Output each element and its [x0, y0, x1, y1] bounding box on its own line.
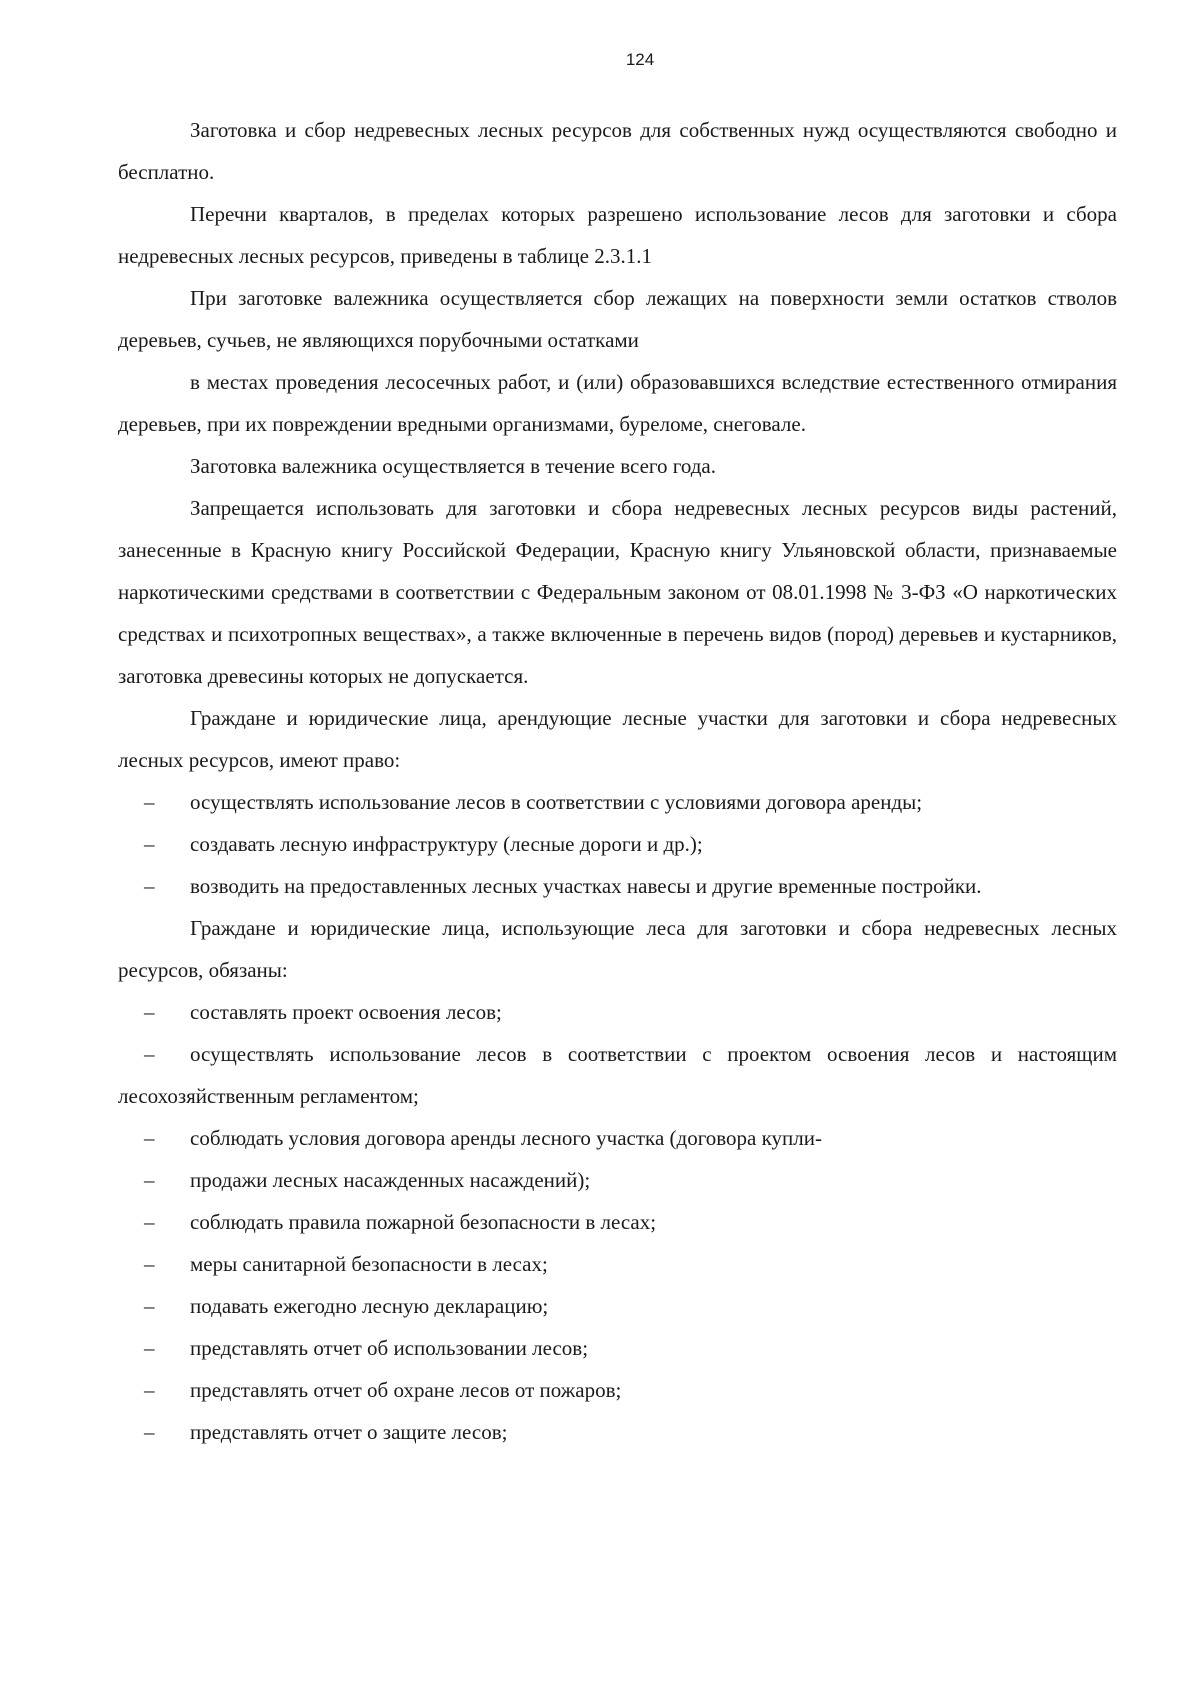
list-item-text: представлять отчет об использовании лесов;	[190, 1336, 589, 1360]
list-item-text: подавать ежегодно лесную декларацию;	[190, 1294, 549, 1318]
page-number: 124	[625, 50, 655, 69]
list-item-text: соблюдать правила пожарной безопасности в лесах;	[190, 1210, 657, 1234]
paragraph-deadwood-locations: в местах проведения лесосечных работ, и (или) образовавшихся вследствие естественного отмирания деревьев, при их повреждении вредными организмами, буреломе, снеговале.	[118, 370, 1117, 436]
list-item	[118, 781, 1117, 823]
list-item-text: представлять отчет об охране лесов от пожаров;	[190, 1378, 622, 1402]
list-item	[118, 1411, 1117, 1453]
duties-list	[118, 991, 1117, 1453]
paragraph-user-duties: Граждане и юридические лица, использующие леса для заготовки и сбора недревесных лесных ресурсов, обязаны:	[118, 916, 1117, 982]
list-bullet: –	[144, 1126, 155, 1150]
document-body	[118, 109, 1117, 1453]
list-item	[118, 1243, 1117, 1285]
list-bullet: –	[144, 1168, 155, 1192]
list-item-text: представлять отчет о защите лесов;	[190, 1420, 508, 1444]
list-item-text: меры санитарной безопасности в лесах;	[190, 1252, 548, 1276]
list-item	[118, 1369, 1117, 1411]
list-item	[118, 1159, 1117, 1201]
paragraph-quarter-lists: Перечни кварталов, в пределах которых разрешено использование лесов для заготовки и сбора недревесных лесных ресурсов, приведены в таблице 2.3.1.1	[118, 202, 1117, 268]
list-bullet: –	[144, 1420, 155, 1444]
list-bullet: –	[144, 790, 155, 814]
list-bullet: –	[144, 1042, 155, 1066]
list-item	[118, 865, 1117, 907]
list-item	[118, 1117, 1117, 1159]
list-item-text: составлять проект освоения лесов;	[190, 1000, 502, 1024]
paragraph-free-harvesting: Заготовка и сбор недревесных лесных ресурсов для собственных нужд осуществляются свободно и бесплатно.	[118, 118, 1117, 184]
list-item-text: осуществлять использование лесов в соответствии с проектом освоения лесов и настоящим лесохозяйственным регламентом;	[118, 1042, 1117, 1108]
list-bullet: –	[144, 1252, 155, 1276]
list-item-text: продажи лесных насажденных насаждений);	[190, 1168, 591, 1192]
list-item	[118, 1033, 1117, 1117]
rights-list	[118, 781, 1117, 907]
list-bullet: –	[144, 1000, 155, 1024]
paragraph-deadwood-season: Заготовка валежника осуществляется в течение всего года.	[190, 454, 716, 478]
list-bullet: –	[144, 1294, 155, 1318]
list-item	[118, 1201, 1117, 1243]
list-item	[118, 991, 1117, 1033]
list-bullet: –	[144, 832, 155, 856]
list-bullet: –	[144, 1378, 155, 1402]
list-item-text: соблюдать условия договора аренды лесного участка (договора купли-	[190, 1126, 822, 1150]
list-item	[118, 1327, 1117, 1369]
paragraph-prohibited-species: Запрещается использовать для заготовки и сбора недревесных лесных ресурсов виды растений, занесенные в Красную книгу Российской Федерации, Красную книгу Ульяновской области, признаваемые наркотическими средствами в соответствии с Федеральным законом от 08.01.1998 № 3-ФЗ «О наркотических средствах и психотропных веществах», а также включенные в перечень видов (пород) деревьев и кустарников, заготовка древесины которых не допускается.	[118, 496, 1117, 688]
list-bullet: –	[144, 1210, 155, 1234]
paragraph-deadwood-collection: При заготовке валежника осуществляется сбор лежащих на поверхности земли остатков стволов деревьев, сучьев, не являющихся порубочными остатками	[118, 286, 1117, 352]
list-bullet: –	[144, 874, 155, 898]
list-bullet: –	[144, 1336, 155, 1360]
list-item	[118, 823, 1117, 865]
list-item-text: возводить на предоставленных лесных участках навесы и другие временные постройки.	[190, 874, 982, 898]
list-item	[118, 1285, 1117, 1327]
list-item-text: осуществлять использование лесов в соответствии с условиями договора аренды;	[190, 790, 923, 814]
list-item-text: создавать лесную инфраструктуру (лесные дороги и др.);	[190, 832, 703, 856]
paragraph-lessee-rights: Граждане и юридические лица, арендующие лесные участки для заготовки и сбора недревесных лесных ресурсов, имеют право:	[118, 706, 1117, 772]
